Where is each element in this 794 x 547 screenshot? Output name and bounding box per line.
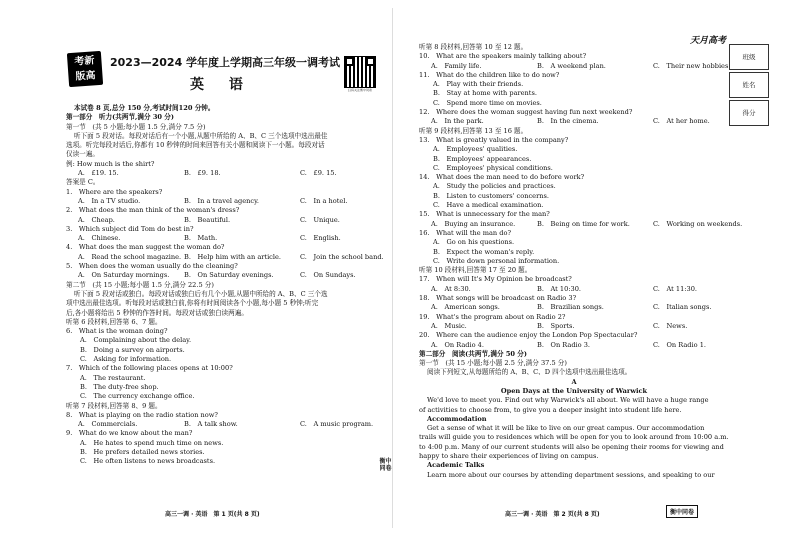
text-line: 4. What does the man suggest the woman do? xyxy=(66,243,225,252)
text-line: A. The restaurant. xyxy=(80,373,146,382)
answer-option: B. On Saturday evenings. xyxy=(184,271,274,280)
option-row xyxy=(66,216,384,225)
option-row xyxy=(66,234,384,243)
qr-caption: 扫码关注衡中同卷 xyxy=(347,88,372,92)
text-line: 项中选出最佳选项。听每段对话或独白前,你将有时间阅读各个小题,每小题 5 秒钟;听完 xyxy=(66,299,319,308)
text-line: A. Go on his questions. xyxy=(433,238,515,247)
text-line: 第二部分 阅读(共两节,满分 50 分) xyxy=(419,349,528,358)
answer-option: B. A talk show. xyxy=(184,420,238,429)
text-line: 17. When will It's My Opinion be broadcast? xyxy=(419,275,572,284)
score-label: 得分 xyxy=(742,109,756,117)
answer-option: B. On Radio 3. xyxy=(537,340,591,349)
option-row xyxy=(419,322,729,331)
text-line: 18. What songs will be broadcast on Radio 3? xyxy=(419,294,577,303)
option-row xyxy=(419,303,729,312)
text-line: A. Employees' qualities. xyxy=(433,145,518,154)
answer-option: B. In a travel agency. xyxy=(184,196,260,205)
text-line: A. Play with their friends. xyxy=(433,80,524,89)
class-field[interactable] xyxy=(729,44,769,70)
option-row xyxy=(419,285,729,294)
text-line: A. He hates to spend much time on news. xyxy=(80,438,224,447)
answer-option: A. Read the school magazine. xyxy=(78,252,182,261)
text-line: to 4:00 p.m. Many of our current students will also be opening their rooms for viewing and xyxy=(419,442,724,451)
text-line: 第一节 (共 15 小题;每小题 2.5 分,满分 37.5 分) xyxy=(419,359,567,368)
option-row xyxy=(66,253,384,262)
text-line: 本试卷 8 页,总分 150 分,考试时间120 分钟。 xyxy=(74,104,215,112)
text-line: 13. What is greatly valued in the company? xyxy=(419,135,569,144)
text-line: 答案是 C。 xyxy=(66,178,100,187)
logo-line: 版高 xyxy=(75,70,96,83)
answer-option: B. Beautiful. xyxy=(184,215,231,224)
text-line: C. Write down personal information. xyxy=(433,256,560,265)
text-line: 6. What is the woman doing? xyxy=(66,327,168,336)
text-line: 20. Where can the audience enjoy the London Pop Spectacular? xyxy=(419,331,638,340)
text-line: A xyxy=(571,377,577,386)
text-line: B. Employees' appearances. xyxy=(433,154,532,163)
text-line: 14. What does the man need to do before work? xyxy=(419,173,585,182)
answer-option: B. £9. 18. xyxy=(184,169,221,178)
answer-option: C. At her home. xyxy=(653,117,710,126)
text-line: A. Complaining about the delay. xyxy=(80,336,192,345)
answer-option: A. On Saturday mornings. xyxy=(78,271,170,280)
text-line: 9. What do we know about the man? xyxy=(66,429,193,438)
text-line: 10. What are the speakers mainly talking about? xyxy=(419,52,587,61)
answer-option: C. A music program. xyxy=(300,420,374,429)
text-line: B. The duty-free shop. xyxy=(80,382,159,391)
answer-option: C. Working on weekends. xyxy=(653,219,743,228)
answer-option: B. Being on time for work. xyxy=(537,219,630,228)
score-field[interactable] xyxy=(729,100,769,126)
answer-option: A. At 8:30. xyxy=(431,284,471,293)
text-line: 第一部分 听力(共两节,满分 30 分) xyxy=(66,113,175,122)
text-line: C. Spend more time on movies. xyxy=(433,98,542,107)
answer-option: B. A weekend plan. xyxy=(537,61,606,70)
answer-option: A. In a TV studio. xyxy=(78,196,141,205)
text-line: 听第 10 段材料,回答第 17 至 20 题。 xyxy=(419,266,532,275)
answer-option: A. On Radio 4. xyxy=(431,340,484,349)
answer-option: C. £9. 15. xyxy=(300,169,337,178)
answer-option: C. In a hotel. xyxy=(300,196,348,205)
text-line: Open Days at the University of Warwick xyxy=(500,386,648,395)
class-label: 班级 xyxy=(742,53,756,61)
option-row xyxy=(419,219,743,229)
answer-option: B. Help him with an article. xyxy=(184,252,281,261)
option-row xyxy=(66,271,384,280)
text-line: 15. What is unnecessary for the man? xyxy=(419,210,550,219)
answer-option: C. Their new hobbies. xyxy=(653,61,731,70)
text-line: 听第 7 段材料,回答第 8、9 题。 xyxy=(66,401,162,410)
answer-option: A. In the park. xyxy=(431,117,484,126)
text-line: 阅读下列短文,从每题所给的 A、B、C、D 四个选项中选出最佳选项。 xyxy=(427,368,632,377)
text-line: trails will guide you to residences which will be open for you to look around from 10:00 a.m. xyxy=(419,433,729,442)
answer-option: B. Brazilian songs. xyxy=(537,303,604,312)
qr-code-icon xyxy=(344,56,376,88)
text-line: 8. What is playing on the radio station now? xyxy=(66,410,218,419)
answer-option: C. Unique. xyxy=(300,215,340,224)
text-line: 3. Which subject did Tom do best in? xyxy=(66,224,194,233)
answer-option: C. News. xyxy=(653,321,688,330)
answer-option: A. Buying an insurance. xyxy=(431,219,516,228)
right-column xyxy=(419,43,743,480)
name-field[interactable] xyxy=(729,72,769,98)
answer-option: A. Chinese. xyxy=(78,234,121,243)
answer-option: C. At 11:30. xyxy=(653,284,697,293)
answer-option: C. English. xyxy=(300,234,341,243)
text-line: A. Study the policies and practices. xyxy=(433,182,556,191)
brand-logo: 天月高考 xyxy=(690,36,727,46)
answer-option: B. Sports. xyxy=(537,321,575,330)
text-line: 选项。听完每段对话后,你都有 10 秒钟的时间来回答有关小题和阅读下一小题。每段对话 xyxy=(66,141,325,150)
text-line: 听下面 5 段对话。每段对话后有一个小题,从题中所给的 A、B、C 三个选项中选出最佳 xyxy=(74,131,328,140)
answer-option: A. American songs. xyxy=(431,303,500,312)
text-line: Learn more about our courses by attending department sessions, and speaking to our xyxy=(427,470,715,479)
answer-option: C. On Sundays. xyxy=(300,271,356,280)
text-line: Academic Talks xyxy=(427,461,485,470)
vertical-stamp: 衡中同卷 xyxy=(379,458,392,472)
text-line: 16. What will the man do? xyxy=(419,228,511,237)
text-line: 1. Where are the speakers? xyxy=(66,187,163,196)
text-line: Get a sense of what it will be like to live on our great campus. Our accommodation xyxy=(427,424,705,433)
page-divider xyxy=(392,8,393,528)
text-line: We'd love to meet you. Find out why Warwick's all about. We will have a huge range xyxy=(427,396,709,405)
answer-option: A. Commercials. xyxy=(78,420,138,429)
answer-option: B. At 10:30. xyxy=(537,284,582,293)
text-line: Accommodation xyxy=(427,414,487,423)
option-row xyxy=(66,420,384,429)
publisher-logo xyxy=(67,51,103,87)
text-line: 第一节 (共 5 小题;每小题 1.5 分,满分 7.5 分) xyxy=(66,122,206,131)
option-row xyxy=(419,117,729,126)
text-line: 例: How much is the shirt? xyxy=(66,159,155,168)
text-line: 第二节 (共 15 小题;每小题 1.5 分,满分 22.5 分) xyxy=(66,280,214,289)
text-line: C. Have a medical examination. xyxy=(433,201,544,210)
text-line: 仅读一遍。 xyxy=(66,150,99,159)
stamp-box: 衡中同卷 xyxy=(666,505,698,518)
text-line: C. Asking for information. xyxy=(80,355,172,364)
text-line: C. He often listens to news broadcasts. xyxy=(80,457,216,466)
text-line: 19. What's the program about on Radio 2? xyxy=(419,312,566,321)
text-line: 5. When does the woman usually do the cleaning? xyxy=(66,262,238,271)
text-line: 7. Which of the following places opens at 10:00? xyxy=(66,364,233,373)
answer-option: A. £19. 15. xyxy=(78,169,119,178)
text-line: B. Stay at home with parents. xyxy=(433,89,537,98)
text-line: B. Listen to customers' concerns. xyxy=(433,191,549,200)
exam-subject: 英 语 xyxy=(190,77,253,93)
name-label: 姓名 xyxy=(742,81,756,89)
answer-option: A. Music. xyxy=(431,321,467,330)
text-line: B. Expect the woman's reply. xyxy=(433,247,535,256)
option-row xyxy=(419,62,729,71)
page-footer-right: 高三一调 · 英语 第 2 页(共 8 页) xyxy=(505,511,600,518)
answer-option: C. Italian songs. xyxy=(653,303,712,312)
option-row xyxy=(66,169,384,178)
text-line: C. Employees' physical conditions. xyxy=(433,163,553,172)
answer-option: B. Math. xyxy=(184,234,218,243)
left-column xyxy=(66,104,384,467)
option-row xyxy=(419,341,729,350)
text-line: 听第 8 段材料,回答第 10 至 12 题。 xyxy=(419,43,528,51)
answer-option: C. On Radio 1. xyxy=(653,340,706,349)
text-line: B. Doing a survey on airports. xyxy=(80,345,185,354)
logo-line: 考新 xyxy=(74,55,95,68)
text-line: happy to share their experiences of living on campus. xyxy=(419,452,599,461)
answer-option: A. Family life. xyxy=(431,61,482,70)
text-line: 后,各小题将给出 5 秒钟的作答时间。每段对话或独白读两遍。 xyxy=(66,308,248,317)
page-footer-left: 高三一调 · 英语 第 1 页(共 8 页) xyxy=(165,511,260,518)
answer-option: B. In the cinema. xyxy=(537,117,599,126)
text-line: of activities to choose from, to give you a deeper insight into student life here. xyxy=(419,405,682,414)
text-line: 12. Where does the woman suggest having fun next weekend? xyxy=(419,108,633,117)
text-line: 听下面 5 段对话或独白。每段对话或独白后有几个小题,从题中所给的 A、B、C 三个选 xyxy=(74,289,328,298)
text-line: C. The currency exchange office. xyxy=(80,392,195,401)
text-line: 2. What does the man think of the woman's dress? xyxy=(66,206,240,215)
text-line: 11. What do the children like to do now? xyxy=(419,70,560,79)
exam-title: 2023—2024 学年度上学期高三年级一调考试 xyxy=(110,56,341,69)
text-line: 听第 9 段材料,回答第 13 至 16 题。 xyxy=(419,126,528,135)
answer-option: A. Cheap. xyxy=(78,215,115,224)
answer-option: C. Join the school band. xyxy=(300,252,384,261)
option-row xyxy=(66,197,384,206)
text-line: 听第 6 段材料,回答第 6、7 题。 xyxy=(66,317,162,326)
text-line: B. He prefers detailed news stories. xyxy=(80,447,205,456)
